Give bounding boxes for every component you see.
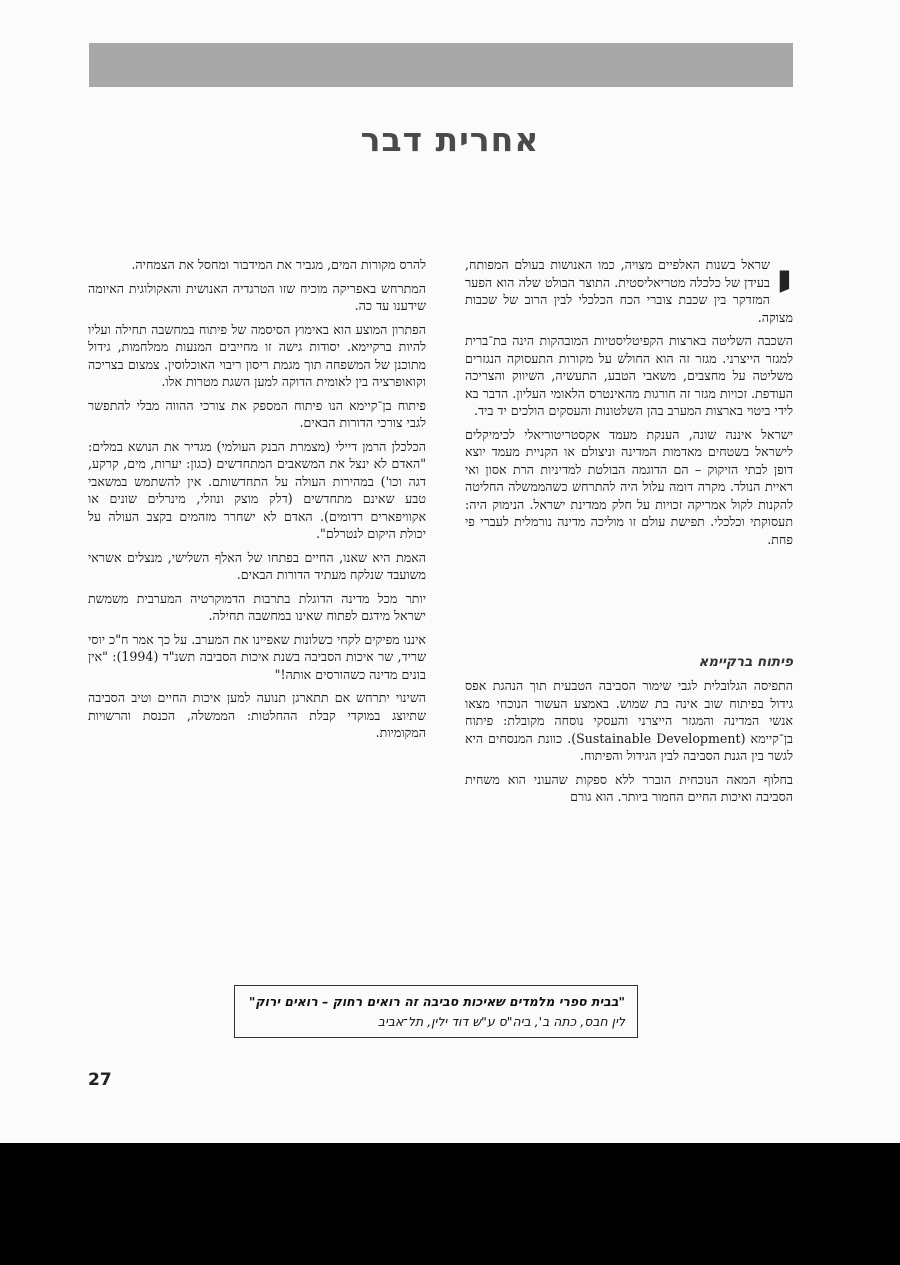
left-column — [88, 256, 426, 748]
paragraph: איננו מפיקים לקחי כשלונות שאפיינו את המערב. על כך אמר ח"כ יוסי שריד, שר איכות הסביבה בשנת איכות הסביבה תשנ"ד (1994): "אין בונים מדינה כשהורסים אותה!" — [88, 631, 426, 682]
paragraph: השינוי יתרחש אם תתארגן תנועה למען איכות החיים וטיב הסביבה שתיוצג במוקדי קבלת ההחלטות: הממשלה, הכנסת והרשויות המקומיות. — [88, 690, 426, 740]
scan-border — [0, 1143, 900, 1265]
quote-attribution: לין חבס, כתה ב', ביה"ס ע"ש דוד ילין, תל־אביב — [377, 1014, 625, 1029]
section-column — [465, 677, 793, 812]
paragraph: התפיסה הגלובלית לגבי שימור הסביבה הטבעית תוך הנהגת אפס גידול בפיתוח שוב אינה בת שמוש. באמצע העשור הנוכחי מצאו אנשי המדינה והמגזר הייצרני והעסקי נוסחה מקובלת: פיתוח בן־קיימא (Sustainable Development). כוונת המנסחים היא לגשר בין הגנת הסביבה לבין הגידול והפיתוח. — [465, 678, 794, 763]
paragraph: י שראל בשנות האלפיים מצויה, כמו האנושות בעולם המפותח, בעידן של כלכלה מטריאליסטית. התוצר הבולט שלה הוא הפער המזדקר בין שכבת צוברי הכח הכלכלי לבין הרוב של שכבות מצוקה. — [465, 248, 793, 325]
paragraph: פיתוח בן־קיימא הנו פיתוח המספק את צורכי ההווה מבלי להתפשר לגבי צורכי הדורות הבאים. — [88, 397, 426, 430]
paragraph: להרס מקורות המים, מגביר את המידבור ומחסל את הצמחיה. — [131, 257, 426, 272]
paragraph: האמת היא שאנו, החיים בפתחו של האלף השלישי, מנצלים אשראי משועבד שנלקח מעתיד הדורות הבאים. — [88, 549, 426, 582]
quote-text: "בבית ספרי מלמדים שאיכות סביבה זה רואים רחוק – רואים ירוק" — [248, 994, 625, 1009]
page-number: 27 — [88, 1070, 112, 1090]
quote-box — [234, 985, 638, 1038]
page-title: אחרית דבר — [360, 120, 540, 159]
section-heading: פיתוח ברקיימא — [698, 654, 793, 670]
drop-cap: י — [775, 248, 793, 316]
paragraph: יותר מכל מדינה הדוגלת בתרבות הדמוקרטיה המערבית משמשת ישראל מידגם לפתוח שאינו במחשבה תחילה. — [88, 590, 426, 623]
paragraph: הכלכלן הרמן דיילי (מצמרת הבנק העולמי) מגדיר את הנושא במלים: "האדם לא ינצל את המשאבים המתחדשים (כגון: יערות, מים, קרקע, דגה וכו') במהירות העולה על התחדשותם. אין להשתמש במשאבי טבע שאינם מתחדשים (דלק מוצק ונוזלי, מינרלים שונים או אקוויפארים רדומים). האדם לא ישחרר מזהמים בקצב העולה על יכולת היקום לנטרלם". — [88, 438, 426, 541]
paragraph: השכבה השליטה בארצות הקפיטליסטיות המובהקות הינה בת־ברית למגזר הייצרני. מגזר זה הוא החולש על מקורות התעסוקה הנגזרים משליטה על מחצבים, משאבי הטבע, התעשיה, השיווק והצריכה העודפת. זכויות מגזר זה חורגות מהאינטרס הלאומי העליון. הדבר בא לידי ביטוי בארצות המערב בהן השלטונות והעסקים הולכים יד ביד. — [465, 333, 793, 418]
paragraph: ישראל איננה שונה, הענקת מעמד אקסטריטוריאלי לכימיקלים לישראל בשטחים מאדמות המדינה וניצולם או הקניית מעמד יוצא דופן לבתי הזיקוק – הם הדוגמה הבולטת למדיניות הרת אסון ואי ראיית הנולד. מקרה דומה עלול היה להתרחש כשהממשלה החליטה להקנות לקול אמריקה זכויות על חלק ממדינת ישראל. הנימוק היה: תעסוקתי וכלכלי. תפישת עולם זו מוליכה מדינה נורמלית לעברי פי פחת. — [465, 426, 793, 547]
right-column — [465, 248, 793, 554]
paragraph: המתרחש באפריקה מוכיח שזו הטרגדיה האנושית והאקולוגית האיומה שידענו עד כה. — [88, 280, 426, 313]
header-bar — [89, 43, 793, 87]
paragraph: בחלוף המאה הנוכחית הוברר ללא ספקות שהעוני הוא משחית הסביבה ואיכות החיים החמור ביותר. הוא גורם — [465, 771, 793, 804]
paragraph: הפתרון המוצע הוא באימוץ הסיסמה של פיתוח במחשבה תחילה ועליו להיות ברקיימא. יסודות גישה זו מחייבים המנעות ממלחמות, גידול מתוכנן של המשפחה תוך מגמת ריסון ריבוי האוכלוסין. צמצום בצריכה וקואופרציה בין לאומית הדוקה למען השגת מטרות אלו. — [88, 321, 426, 389]
